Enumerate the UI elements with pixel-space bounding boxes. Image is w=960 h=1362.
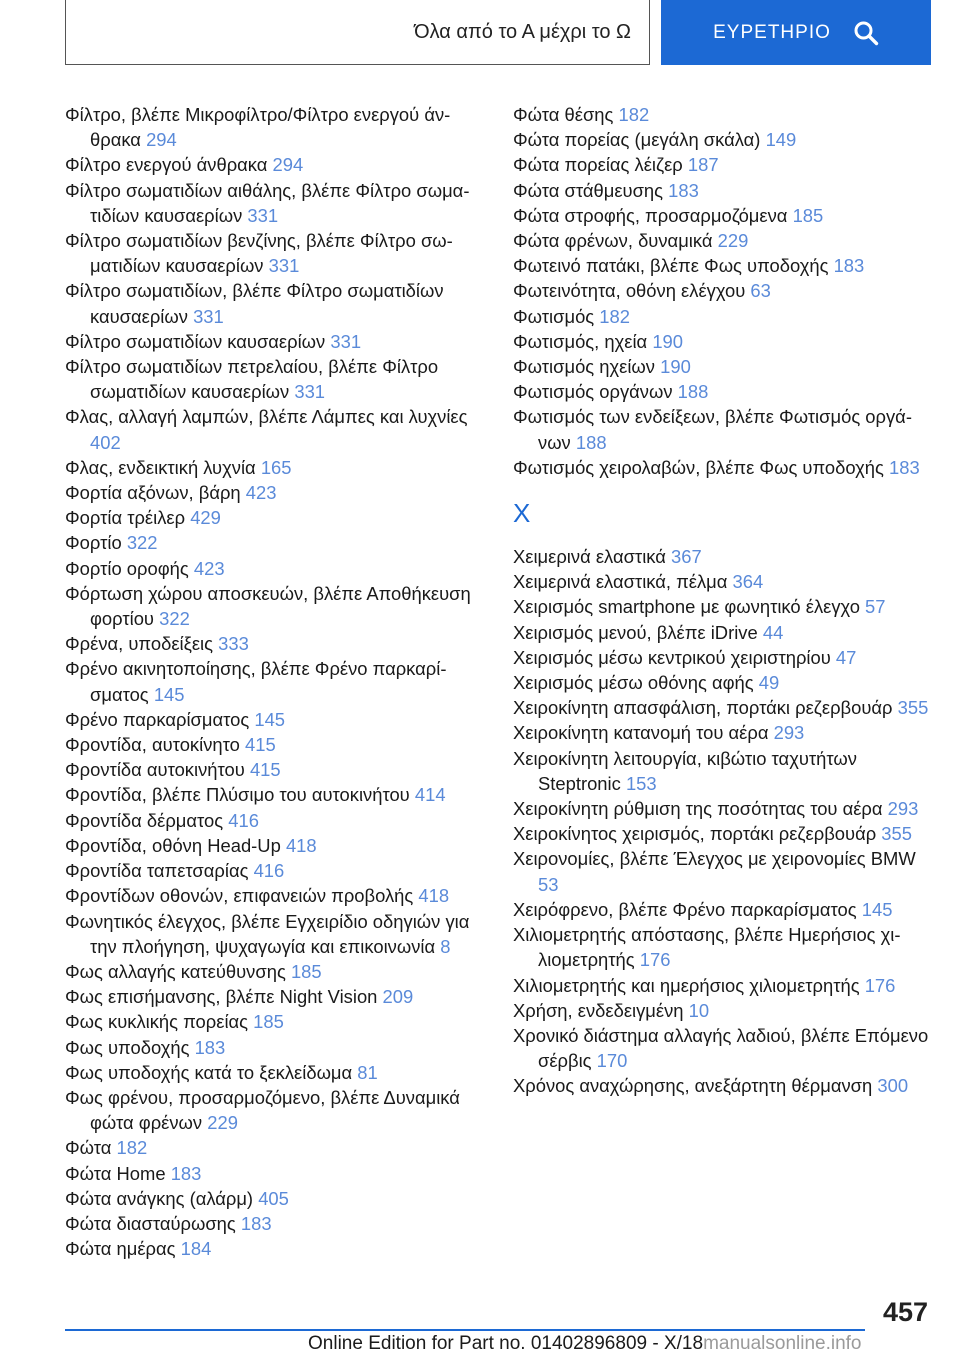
index-entry: [513, 127, 933, 152]
index-entry: [513, 645, 933, 670]
index-entry: [65, 530, 485, 555]
index-entry-text: Φλας, αλλαγή λαμπών, βλέπε Λάμπες και λυχνίες: [65, 406, 468, 428]
index-entry: [513, 379, 933, 404]
index-entry-text: Φορτία αξόνων, βάρη: [65, 482, 241, 504]
index-entry-text: Φροντίδα, οθόνη Head-Up: [65, 834, 281, 856]
page-link[interactable]: 81: [357, 1061, 378, 1083]
page-link[interactable]: 418: [285, 834, 317, 856]
index-entry-text: Φίλτρο, βλέπε Μικροφίλτρο/Φίλτρο ενεργού άνθρακα: [65, 104, 451, 151]
index-entry-text: Φωτισμός χειρολαβών, βλέπε Φως υποδοχής: [513, 456, 884, 478]
index-entry: [65, 883, 485, 908]
page-link[interactable]: 182: [599, 305, 630, 327]
index-entry-text: Φως υποδοχής: [65, 1036, 190, 1058]
index-entry-text: Χειροκίνητη λειτουργία, κιβώτιο ταχυτήτων Steptronic: [513, 747, 857, 794]
index-entry-text: Φωτισμός ηχείων: [513, 356, 655, 378]
index-column-right: [513, 102, 933, 1099]
page-link[interactable]: 182: [116, 1137, 148, 1159]
index-entry: [513, 329, 933, 354]
index-entry-text: Φώτα πορείας λέιζερ: [513, 154, 683, 176]
index-entry-text: Φροντίδα ταπετσαρίας: [65, 860, 249, 882]
index-entry: [65, 833, 485, 858]
index-entry-text: Φωνητικός έλεγχος, βλέπε Εγχειρίδιο οδηγιών για την πλοήγηση, ψυχαγωγία και επικοινωνία: [65, 910, 470, 957]
index-entry-text: Φώτα στροφής, προσαρμοζόμενα: [513, 204, 788, 226]
index-entry: [513, 973, 933, 998]
page-link[interactable]: 331: [193, 305, 224, 327]
page-link[interactable]: 149: [765, 129, 797, 151]
index-entry: [513, 354, 933, 379]
index-entry: [65, 858, 485, 883]
index-entry: [65, 1161, 485, 1186]
index-entry: [65, 278, 485, 328]
index-entry-text: Φίλτρο σωματιδίων πετρελαίου, βλέπε Φίλτρο σωματιδίων καυσαερίων: [65, 356, 439, 403]
index-entry-text: Φροντίδα δέρματος: [65, 809, 224, 831]
index-group-x: [513, 544, 933, 1098]
index-entry-text: Φρένο ακινητοποίησης, βλέπε Φρένο παρκαρίσματος: [65, 658, 447, 705]
index-entry: [513, 404, 933, 454]
index-entry: [513, 897, 933, 922]
index-entry-text: Φροντίδα αυτοκινήτου: [65, 759, 245, 781]
index-entry-text: Φροντίδα, βλέπε Πλύσιμο του αυτοκινήτου: [65, 784, 410, 806]
index-entry-text: Φως υποδοχής κατά το ξεκλείδωμα: [65, 1061, 353, 1083]
index-entry: [65, 102, 485, 152]
page-link[interactable]: 405: [258, 1187, 289, 1209]
index-entry: [513, 720, 933, 745]
index-entry-text: Φίλτρο σωματιδίων καυσαερίων: [65, 330, 326, 352]
page-link[interactable]: 418: [418, 885, 450, 907]
page-link[interactable]: 367: [671, 546, 702, 568]
index-entry-text: Φωτεινό πατάκι, βλέπε Φως υποδοχής: [513, 255, 829, 277]
index-entry: [513, 796, 933, 821]
search-icon[interactable]: [853, 20, 879, 46]
page-link[interactable]: 187: [687, 154, 719, 176]
index-entry: [65, 757, 485, 782]
page-link[interactable]: 176: [639, 949, 671, 971]
page-link[interactable]: 294: [146, 129, 177, 151]
page-link[interactable]: 402: [90, 431, 121, 453]
index-entry-text: Φροντίδα, αυτοκίνητο: [65, 734, 240, 756]
page-link[interactable]: 53: [538, 873, 559, 895]
index-entry: [65, 782, 485, 807]
page-link[interactable]: 183: [240, 1212, 272, 1234]
index-entry: [513, 1073, 933, 1098]
page-link[interactable]: 44: [762, 621, 784, 643]
index-entry-text: Φώτα ανάγκης (αλάρμ): [65, 1187, 254, 1209]
index-entry-text: Φορτίο: [65, 532, 122, 554]
index-entry-text: Φώτα ημέρας: [65, 1238, 176, 1260]
index-entry: [65, 1085, 485, 1135]
index-entry: [513, 544, 933, 569]
index-entry: [513, 152, 933, 177]
page-link[interactable]: 183: [888, 456, 920, 478]
footer-divider: [65, 1329, 865, 1331]
index-entry: [65, 178, 485, 228]
index-entry: [513, 304, 933, 329]
index-entry-text: Φίλτρο σωματιδίων αιθάλης, βλέπε Φίλτρο σωματιδίων καυσαερίων: [65, 179, 470, 226]
index-entry-text: Χειρισμός μέσω κεντρικού χειριστηρίου: [513, 646, 831, 668]
page-link[interactable]: 184: [180, 1238, 212, 1260]
index-entry-text: Χειροκίνητη κατανομή του αέρα: [513, 722, 769, 744]
index-entry-text: Φορτία τρέιλερ: [65, 507, 186, 529]
index-entry: [65, 1035, 485, 1060]
index-entry: [65, 152, 485, 177]
page-link[interactable]: 414: [414, 784, 446, 806]
index-entry-text: Φώτα θέσης: [513, 104, 614, 125]
index-entry: [513, 455, 933, 480]
index-entry: [513, 821, 933, 846]
page-link[interactable]: 185: [792, 204, 824, 226]
page-link[interactable]: 331: [294, 381, 326, 403]
index-entry-text: Χειμερινά ελαστικά: [513, 546, 666, 568]
index-entry: [65, 959, 485, 984]
page-link[interactable]: 183: [170, 1162, 202, 1184]
index-entry: [513, 746, 933, 796]
index-column-left: [65, 102, 485, 1261]
page-link[interactable]: 229: [717, 230, 749, 252]
index-entry-text: Χειρόφρενο, βλέπε Φρένο παρκαρίσματος: [513, 898, 857, 920]
index-entry-text: Φώτα Home: [65, 1162, 166, 1184]
index-entry: [513, 1023, 933, 1073]
index-entry-text: Φως επισήμανσης, βλέπε Night Vision: [65, 986, 378, 1008]
page-link[interactable]: 170: [596, 1050, 628, 1072]
index-entry: [513, 998, 933, 1023]
page-link[interactable]: 8: [440, 935, 451, 957]
index-entry: [65, 556, 485, 581]
index-entry: [513, 846, 933, 896]
index-entry: [65, 581, 485, 631]
page-link[interactable]: 153: [625, 772, 657, 794]
index-entry-text: Φώτα πορείας (μεγάλη σκάλα): [513, 129, 761, 151]
index-entry-text: Φώτα φρένων, δυναμικά: [513, 230, 713, 252]
index-entry-text: Φώτα διασταύρωσης: [65, 1212, 236, 1234]
index-entry-text: Χειροκίνητη απασφάλιση, πορτάκι ρεζερβουάρ: [513, 697, 893, 719]
page-link[interactable]: 293: [773, 722, 805, 744]
index-entry: [65, 1135, 485, 1160]
index-entry: [65, 1186, 485, 1211]
index-entry: [513, 569, 933, 594]
index-entry: [65, 455, 485, 480]
index-entry-text: Φως φρένου, προσαρμοζόμενο, βλέπε Δυναμικά φώτα φρένων: [65, 1086, 460, 1134]
page-link[interactable]: 416: [228, 809, 259, 831]
index-entry: [65, 732, 485, 757]
index-entry: [65, 656, 485, 706]
watermark: manualsonline.info: [703, 1333, 862, 1354]
page-link[interactable]: 188: [575, 431, 607, 453]
page-link[interactable]: 333: [218, 633, 249, 655]
page-link[interactable]: 229: [207, 1112, 238, 1134]
section-letter: Χ: [513, 498, 531, 529]
footer: [308, 1333, 862, 1355]
index-entry-text: Φρένα, υποδείξεις: [65, 633, 213, 655]
index-entry: [65, 984, 485, 1009]
page-link[interactable]: 182: [618, 104, 650, 125]
page-link[interactable]: 188: [677, 381, 709, 403]
page-link[interactable]: 415: [244, 734, 276, 756]
index-entry: [513, 228, 933, 253]
index-entry: [513, 278, 933, 303]
index-entry-text: Φώτα στάθμευσης: [513, 179, 664, 201]
index-entry-text: Φως αλλαγής κατεύθυνσης: [65, 960, 286, 982]
index-entry: [65, 631, 485, 656]
index-entry: [65, 1060, 485, 1085]
index-entry-text: Χειρισμός μενού, βλέπε iDrive: [513, 621, 758, 643]
index-entry-text: Χειροκίνητη ρύθμιση της ποσότητας του αέρα: [513, 798, 883, 820]
index-entry: [513, 102, 933, 127]
index-entry: [65, 480, 485, 505]
index-entry: [513, 594, 933, 619]
header: [65, 0, 931, 65]
page-link[interactable]: 429: [190, 507, 221, 529]
page-link[interactable]: 145: [861, 898, 893, 920]
page-link[interactable]: 145: [254, 708, 286, 730]
page-link[interactable]: 364: [732, 571, 764, 593]
page-link[interactable]: 322: [126, 532, 158, 554]
tab-index[interactable]: [661, 0, 931, 65]
page-link[interactable]: 355: [897, 697, 929, 719]
edition-text: Online Edition for Part no. 01402896809 - X/18: [308, 1333, 704, 1354]
page-link[interactable]: 49: [758, 672, 780, 694]
index-entry: [65, 329, 485, 354]
index-entry: [513, 922, 933, 972]
page-link[interactable]: 209: [382, 986, 414, 1008]
index-group-f: [513, 102, 933, 480]
index-entry: [65, 505, 485, 530]
page-link[interactable]: 415: [249, 759, 281, 781]
page-link[interactable]: 322: [159, 608, 190, 630]
index-entry-text: Χειρονομίες, βλέπε Έλεγχος με χειρονομίες BMW: [513, 848, 916, 870]
page-link[interactable]: 331: [330, 330, 362, 352]
index-entry: [513, 178, 933, 203]
page-link[interactable]: 165: [260, 456, 292, 478]
index-entry-text: Φίλτρο σωματιδίων, βλέπε Φίλτρο σωματιδίων καυσαερίων: [65, 280, 444, 327]
index-entry: [65, 707, 485, 732]
index-entry-text: Φίλτρο σωματιδίων βενζίνης, βλέπε Φίλτρο σωματιδίων καυσαερίων: [65, 230, 453, 277]
page-link[interactable]: 423: [193, 557, 225, 579]
index-entry-text: Φωτισμός, ηχεία: [513, 330, 648, 352]
page-link[interactable]: 190: [652, 330, 683, 352]
page-link[interactable]: 10: [688, 999, 710, 1021]
index-entry-text: Χειρισμός μέσω οθόνης αφής: [513, 672, 754, 694]
index-entry-text: Χιλιομετρητής απόστασης, βλέπε Ημερήσιος χιλιομετρητής: [513, 924, 901, 971]
index-entry-text: Χρόνος αναχώρησης, ανεξάρτητη θέρμανση: [513, 1075, 873, 1097]
page-link[interactable]: 300: [877, 1075, 909, 1097]
page-link[interactable]: 176: [864, 974, 896, 996]
page-link[interactable]: 183: [833, 255, 865, 277]
page-link[interactable]: 294: [272, 154, 304, 176]
index-entry: [65, 1009, 485, 1034]
index-entry: [65, 808, 485, 833]
page-link[interactable]: 355: [881, 823, 912, 845]
index-entry-text: Φροντίδων οθονών, επιφανειών προβολής: [65, 885, 414, 907]
index-entry: [65, 909, 485, 959]
page-link[interactable]: 47: [835, 646, 857, 668]
page-link[interactable]: 190: [660, 356, 691, 378]
index-entry: [513, 253, 933, 278]
index-entry-text: Φορτίο οροφής: [65, 557, 189, 579]
index-entry: [65, 354, 485, 404]
index-entry-text: Φως κυκλικής πορείας: [65, 1011, 249, 1033]
index-entry: [513, 620, 933, 645]
page-link[interactable]: 185: [253, 1011, 284, 1033]
page-link[interactable]: 63: [750, 280, 771, 302]
index-entry-text: Φωτισμός των ενδείξεων, βλέπε Φωτισμός οργάνων: [513, 406, 912, 453]
page-link[interactable]: 293: [887, 798, 919, 820]
page-link[interactable]: 185: [290, 960, 322, 982]
index-entry: [513, 695, 933, 720]
page-number: 457: [882, 1297, 928, 1327]
page-link[interactable]: 331: [247, 204, 279, 226]
tab-index-label: ΕΥΡΕΤΗΡΙΟ: [713, 21, 831, 43]
index-entry-text: Φρένο παρκαρίσματος: [65, 708, 250, 730]
index-entry: [65, 1236, 485, 1261]
index-entry-text: Φλας, ενδεικτική λυχνία: [65, 456, 256, 478]
page-link[interactable]: 183: [194, 1036, 226, 1058]
tab-a-to-z[interactable]: [65, 0, 650, 65]
index-entry-text: Φωτισμός: [513, 305, 595, 327]
index-entry-text: Χρονικό διάστημα αλλαγής λαδιού, βλέπε Επόμενο σέρβις: [513, 1024, 929, 1072]
index-entry: [65, 1211, 485, 1236]
page-link[interactable]: 183: [668, 179, 699, 201]
index-entry-text: Χειροκίνητος χειρισμός, πορτάκι ρεζερβουάρ: [513, 823, 877, 845]
index-entry-text: Φόρτωση χώρου αποσκευών, βλέπε Αποθήκευση φορτίου: [65, 582, 471, 630]
index-entry-text: Φωτισμός οργάνων: [513, 381, 673, 403]
tab-a-to-z-label: Όλα από το Α μέχρι το Ω: [414, 20, 631, 43]
index-entry-text: Χιλιομετρητής και ημερήσιος χιλιομετρητής: [513, 974, 860, 996]
index-entry-text: Φωτεινότητα, οθόνη ελέγχου: [513, 280, 746, 302]
index-entry-text: Φώτα: [65, 1137, 112, 1159]
page-link[interactable]: 423: [245, 482, 277, 504]
index-entry-text: Χειρισμός smartphone με φωνητικό έλεγχο: [513, 596, 860, 618]
index-entry: [65, 404, 485, 454]
index-entry-text: Χειμερινά ελαστικά, πέλμα: [513, 571, 728, 593]
index-entry-text: Φίλτρο ενεργού άνθρακα: [65, 154, 268, 176]
page-link[interactable]: 57: [865, 596, 886, 618]
page-link[interactable]: 145: [153, 683, 185, 705]
index-entry: [513, 203, 933, 228]
index-entry: [65, 228, 485, 278]
page-link[interactable]: 331: [268, 255, 300, 277]
index-entry: [513, 670, 933, 695]
index-entry-text: Χρήση, ενδεδειγμένη: [513, 999, 684, 1021]
page-link[interactable]: 416: [253, 860, 285, 882]
